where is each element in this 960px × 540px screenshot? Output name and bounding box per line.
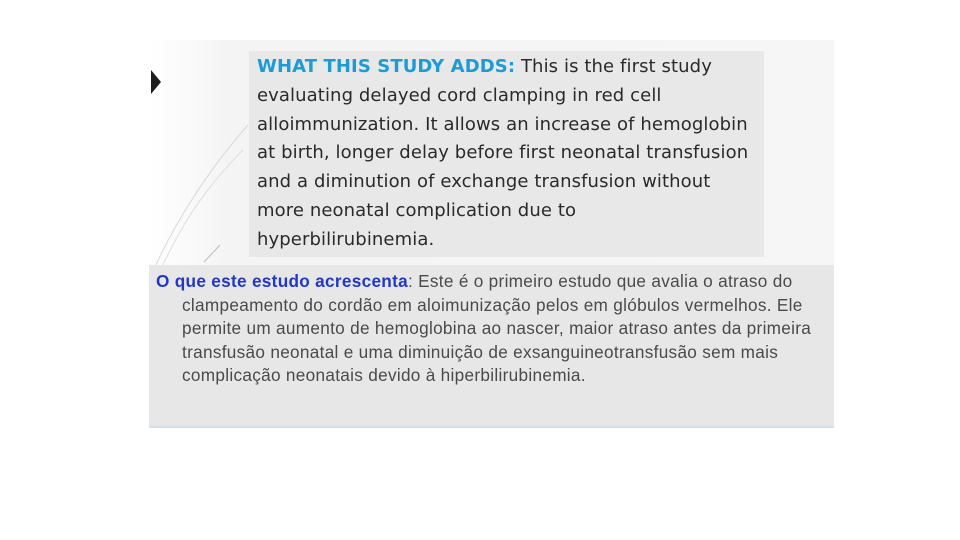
portuguese-heading: O que este estudo acrescenta	[156, 271, 408, 291]
english-summary-text	[257, 53, 756, 255]
english-heading: WHAT THIS STUDY ADDS:	[257, 56, 516, 77]
english-body: This is the first study evaluating delayed cord clamping in red cell alloimmunization. It allows an increase of hemoglobin at birth, longer delay before first neonatal transfusion and a diminution of exchange transfusion without more neonatal complication due to hyperbilirubinemia.	[257, 56, 749, 250]
portuguese-body: : Este é o primeiro estudo que avalia o atraso do clampeamento do cordão em aloimunização pelos em glóbulos vermelhos. Ele permite um aumento de hemoglobina ao nascer, maior atraso antes da primeira transfusão neonatal e uma diminuição de exsanguineotransfusão sem mais complicação neonatais devido à hiperbilirubinemia.	[182, 271, 812, 386]
portuguese-summary-box	[149, 265, 834, 428]
triangle-bullet-icon	[151, 70, 161, 94]
portuguese-summary-text	[156, 270, 816, 388]
english-summary-box	[249, 51, 764, 257]
